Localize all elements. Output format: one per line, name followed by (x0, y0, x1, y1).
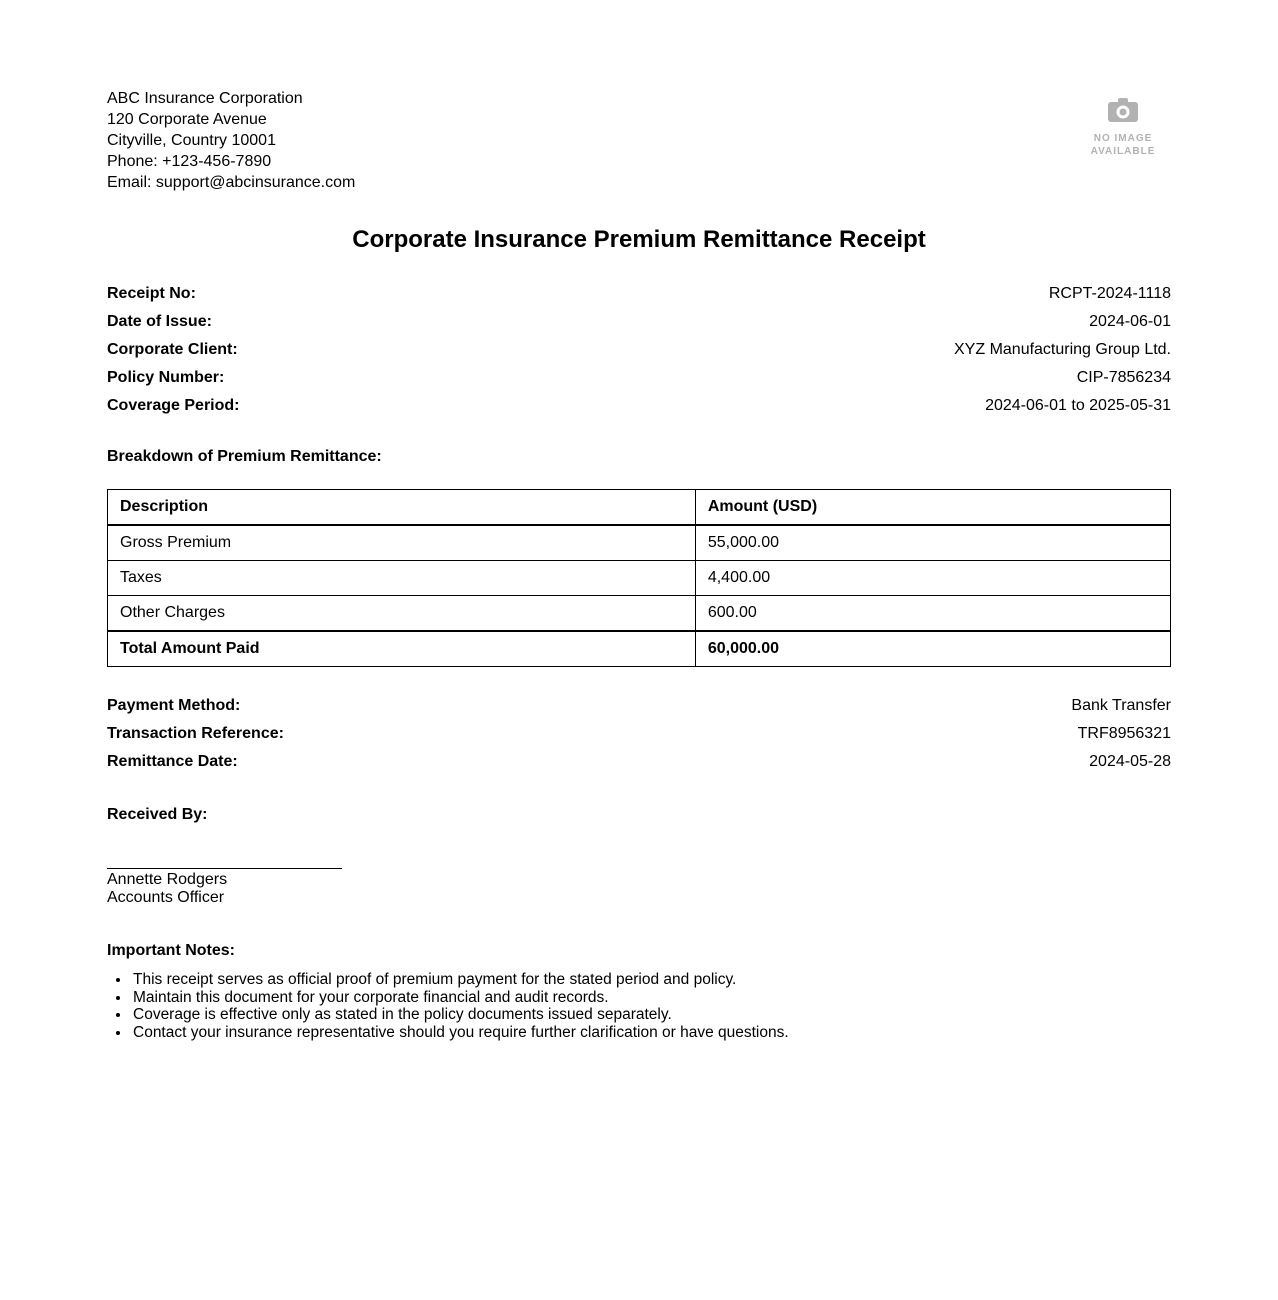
company-address-line2: Cityville, Country 10001 (107, 132, 276, 149)
date-of-issue-value: 2024-06-01 (1089, 313, 1171, 330)
note-item: • Contact your insurance representative should you require further clarification or have questions. (131, 1024, 1171, 1042)
policy-number-label: Policy Number: (107, 369, 225, 386)
corporate-client-row (107, 341, 1171, 369)
description-column-header: Description (108, 490, 696, 526)
company-email: Email: support@abcinsurance.com (107, 174, 356, 191)
company-address-line1: 120 Corporate Avenue (107, 111, 267, 128)
transaction-reference-value: TRF8956321 (1077, 725, 1171, 742)
transaction-reference-row (107, 725, 1171, 753)
coverage-period-row (107, 397, 1171, 425)
company-phone: Phone: +123-456-7890 (107, 153, 272, 170)
important-notes-list (107, 971, 1171, 1041)
page-title: Corporate Insurance Premium Remittance Receipt (352, 226, 926, 253)
receipt-no-label: Receipt No: (107, 285, 196, 302)
table-row (108, 525, 1171, 561)
corporate-client-label: Corporate Client: (107, 341, 238, 358)
row-description: Gross Premium (108, 525, 696, 561)
row-amount: 55,000.00 (695, 525, 1170, 561)
signatory-title: Accounts Officer (107, 889, 225, 906)
total-amount: 60,000.00 (695, 631, 1170, 667)
corporate-client-value: XYZ Manufacturing Group Ltd. (954, 341, 1171, 358)
table-row (108, 561, 1171, 596)
total-label: Total Amount Paid (108, 631, 696, 667)
receipt-info-section (107, 285, 1171, 425)
date-of-issue-row (107, 313, 1171, 341)
table-header-row (108, 490, 1171, 526)
remittance-date-label: Remittance Date: (107, 753, 238, 770)
remittance-date-row (107, 753, 1171, 781)
important-notes-heading: Important Notes: (107, 942, 235, 959)
payment-method-value: Bank Transfer (1071, 697, 1171, 714)
note-item: • Coverage is effective only as stated in the policy documents issued separately. (131, 1006, 1171, 1024)
amount-column-header: Amount (USD) (695, 490, 1170, 526)
company-block (107, 88, 355, 193)
camera-icon (1106, 98, 1140, 123)
policy-number-value: CIP-7856234 (1076, 369, 1171, 386)
receipt-no-value: RCPT-2024-1118 (1048, 285, 1171, 302)
table-total-row (108, 631, 1171, 667)
date-of-issue-label: Date of Issue: (107, 313, 212, 330)
note-item: • This receipt serves as official proof of premium payment for the stated period and policy. (131, 971, 1171, 989)
coverage-period-label: Coverage Period: (107, 397, 240, 414)
company-name: ABC Insurance Corporation (107, 90, 303, 107)
row-amount: 600.00 (695, 596, 1170, 632)
row-amount: 4,400.00 (695, 561, 1170, 596)
row-description: Taxes (108, 561, 696, 596)
payment-info-section (107, 697, 1171, 781)
coverage-period-value: 2024-06-01 to 2025-05-31 (985, 397, 1171, 414)
premium-breakdown-table (107, 489, 1171, 667)
row-description: Other Charges (108, 596, 696, 632)
no-image-placeholder (1083, 98, 1163, 158)
payment-method-label: Payment Method: (107, 697, 241, 714)
signature-line (107, 853, 342, 869)
remittance-date-value: 2024-05-28 (1089, 753, 1171, 770)
signatory-name: Annette Rodgers (107, 871, 228, 888)
signature-block (107, 853, 1171, 907)
document-header (107, 88, 1171, 193)
table-row (108, 596, 1171, 632)
no-image-text: NO IMAGE AVAILABLE (1090, 133, 1156, 157)
note-item: • Maintain this document for your corporate financial and audit records. (131, 989, 1171, 1007)
receipt-no-row (107, 285, 1171, 313)
payment-method-row (107, 697, 1171, 725)
transaction-reference-label: Transaction Reference: (107, 725, 284, 742)
policy-number-row (107, 369, 1171, 397)
breakdown-heading: Breakdown of Premium Remittance: (107, 448, 382, 465)
received-by-heading: Received By: (107, 806, 208, 823)
